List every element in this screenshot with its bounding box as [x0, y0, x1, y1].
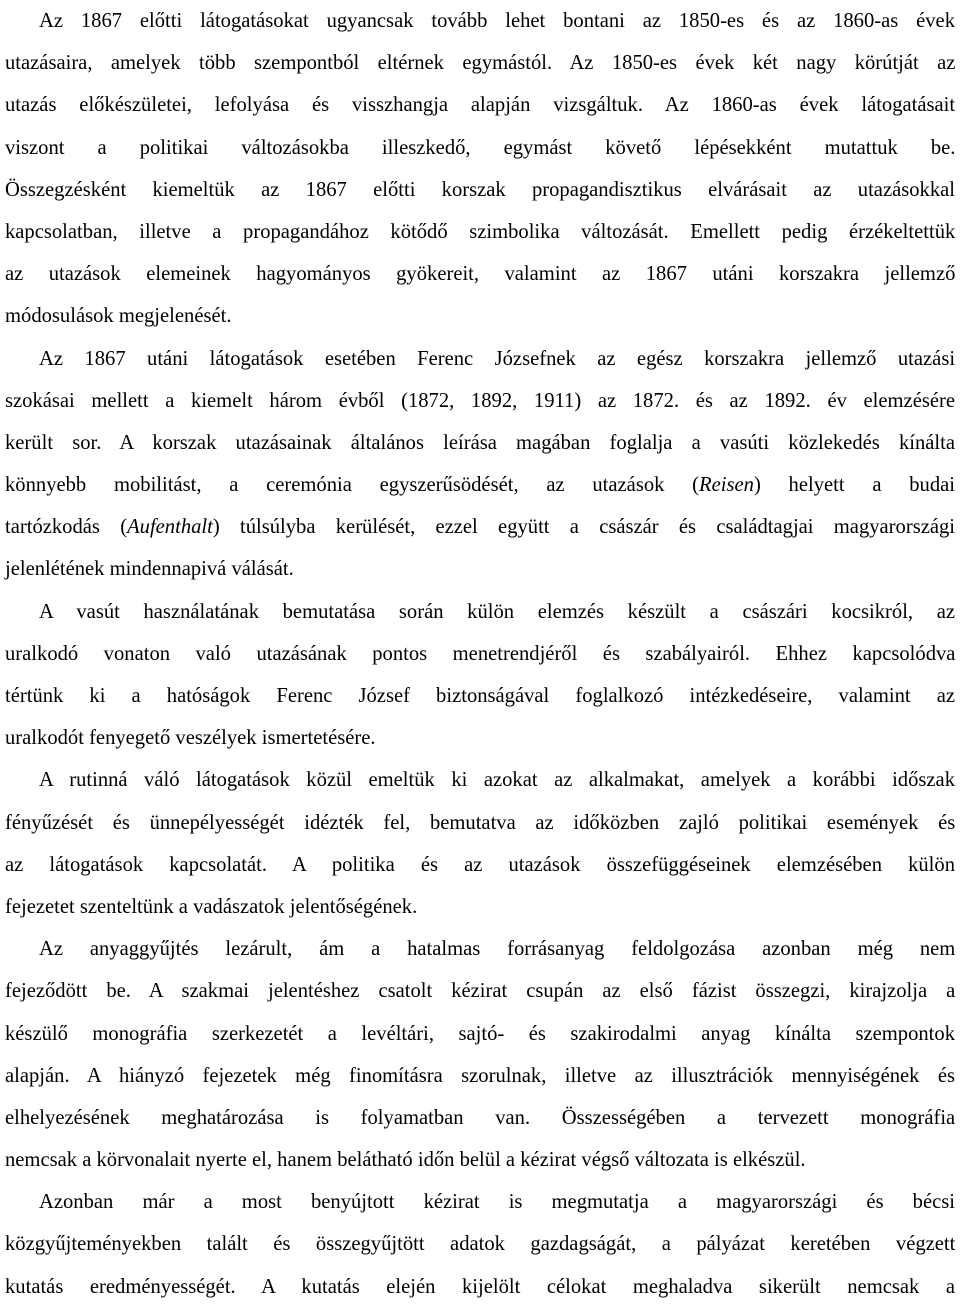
text-line	[5, 591, 955, 633]
text-line	[5, 42, 955, 84]
text-segment: Az anyaggyűjtés lezárult, ám a hatalmas forrásanyag feldolgozása azonban még nem	[39, 938, 956, 961]
text-line	[5, 422, 955, 464]
text-line	[5, 759, 955, 801]
text-line	[5, 1097, 955, 1139]
text-line	[5, 253, 955, 295]
text-segment: uralkodó vonaton való utazásának pontos menetrendjéről és szabályairól. Ehhez kapcsolódva	[5, 642, 956, 665]
paragraph	[5, 1181, 955, 1308]
text-segment: fejezetet szenteltünk a vadászatok jelentőségének.	[5, 895, 418, 918]
document-body	[5, 0, 955, 1308]
text-segment: kutatás eredményességét. A kutatás elején kijelölt célokat meghaladva sikerült nemcsak a	[5, 1275, 955, 1298]
text-segment: elhelyezésének meghatározása is folyamatban van. Összességében a tervezett monográfia	[5, 1106, 956, 1129]
text-line	[5, 633, 955, 675]
text-segment: alapján. A hiányzó fejezetek még finomításra szorulnak, illetve az illusztrációk mennyiségének és	[5, 1064, 955, 1087]
text-segment: A vasút használatának bemutatása során külön elemzés készült a császári kocsikról, az	[39, 600, 955, 623]
text-line	[5, 1013, 955, 1055]
text-line	[5, 380, 955, 422]
text-segment: könnyebb mobilitást, a ceremónia egyszerűsödését, az utazások (	[5, 474, 700, 497]
text-line	[5, 928, 955, 970]
text-line	[5, 844, 955, 886]
text-line	[5, 464, 955, 506]
italic-term: Aufenthalt	[127, 516, 213, 539]
text-line	[5, 295, 955, 337]
paragraph	[5, 0, 955, 338]
text-segment: fényűzését és ünnepélyességét idézték fel, bemutatva az időközben zajló politikai események és	[5, 811, 956, 834]
text-segment: utazásaira, amelyek több szempontból eltérnek egymástól. Az 1850-es évek két nagy körútját az	[5, 52, 956, 75]
text-segment: jelenlétének mindennapivá válását.	[5, 558, 294, 581]
text-line	[5, 211, 955, 253]
text-segment: Az 1867 utáni látogatások esetében Ferenc Józsefnek az egész korszakra jellemző utazási	[39, 347, 956, 370]
text-line	[5, 1139, 955, 1181]
text-segment: fejeződött be. A szakmai jelentéshez csatolt kézirat csupán az első fázist összegzi, kirajzolja a	[5, 980, 956, 1003]
text-segment: A rutinná váló látogatások közül emeltük ki azokat az alkalmakat, amelyek a korábbi időszak	[39, 769, 955, 792]
text-segment: került sor. A korszak utazásainak általános leírása magában foglalja a vasúti közlekedés kínálta	[5, 431, 955, 454]
text-segment: tartózkodás (	[5, 516, 128, 539]
text-line	[5, 970, 955, 1012]
text-line	[5, 506, 955, 548]
text-segment: ) helyett a budai	[753, 474, 955, 497]
text-segment: kapcsolatban, illetve a propagandához kötődő szimbolika változását. Emellett pedig érzékeltettük	[5, 220, 956, 243]
text-segment: viszont a politikai változásokba illeszkedő, egymást követő lépésekként mutattuk be.	[5, 136, 956, 159]
text-line	[5, 1223, 955, 1265]
text-segment: készülő monográfia szerkezetét a levéltári, sajtó- és szakirodalmi anyag kínálta szempontok	[5, 1022, 955, 1045]
paragraph	[5, 928, 955, 1181]
text-segment: szokásai mellett a kiemelt három évből (1872, 1892, 1911) az 1872. és az 1892. év elemzésére	[5, 389, 955, 412]
text-segment: az utazások elemeinek hagyományos gyökereit, valamint az 1867 utáni korszakra jellemző	[5, 263, 956, 286]
text-segment: Azonban már a most benyújtott kézirat is megmutatja a magyarországi és bécsi	[39, 1191, 955, 1214]
text-segment: Az 1867 előtti látogatásokat ugyancsak tovább lehet bontani az 1850-es és az 1860-as évek	[39, 10, 955, 32]
text-segment: utazás előkészületei, lefolyása és visszhangja alapján vizsgáltuk. Az 1860-as évek látogatásait	[5, 94, 956, 117]
text-line	[5, 886, 955, 928]
paragraph	[5, 591, 955, 760]
text-segment: módosulások megjelenését.	[5, 305, 232, 328]
text-line	[5, 802, 955, 844]
text-segment: nemcsak a körvonalait nyerte el, hanem belátható időn belül a kézirat végső változata is elkészül.	[5, 1149, 806, 1172]
text-line	[5, 1266, 955, 1308]
text-segment: közgyűjteményekben talált és összegyűjtött adatok gazdagságát, a pályázat keretében végzett	[5, 1233, 956, 1256]
text-line	[5, 548, 955, 590]
text-line	[5, 1055, 955, 1097]
text-line	[5, 0, 955, 42]
text-segment: tértünk ki a hatóságok Ferenc József biztonságával foglalkozó intézkedéseire, valamint az	[5, 685, 955, 707]
text-line	[5, 717, 955, 759]
paragraph	[5, 759, 955, 928]
text-line	[5, 169, 955, 211]
text-line	[5, 127, 955, 169]
text-line	[5, 338, 955, 380]
text-line	[5, 675, 955, 717]
text-segment: Összegzésként kiemeltük az 1867 előtti korszak propagandisztikus elvárásait az utazásokkal	[5, 178, 955, 201]
paragraph	[5, 338, 955, 591]
text-line	[5, 84, 955, 126]
text-segment: ) túlsúlyba kerülését, ezzel együtt a császár és családtagjai magyarországi	[212, 516, 956, 539]
italic-term: Reisen	[699, 474, 754, 497]
text-line	[5, 1181, 955, 1223]
text-segment: uralkodót fenyegető veszélyek ismertetésére.	[5, 727, 376, 750]
text-segment: az látogatások kapcsolatát. A politika és az utazások összefüggéseinek elemzésében külön	[5, 853, 955, 876]
